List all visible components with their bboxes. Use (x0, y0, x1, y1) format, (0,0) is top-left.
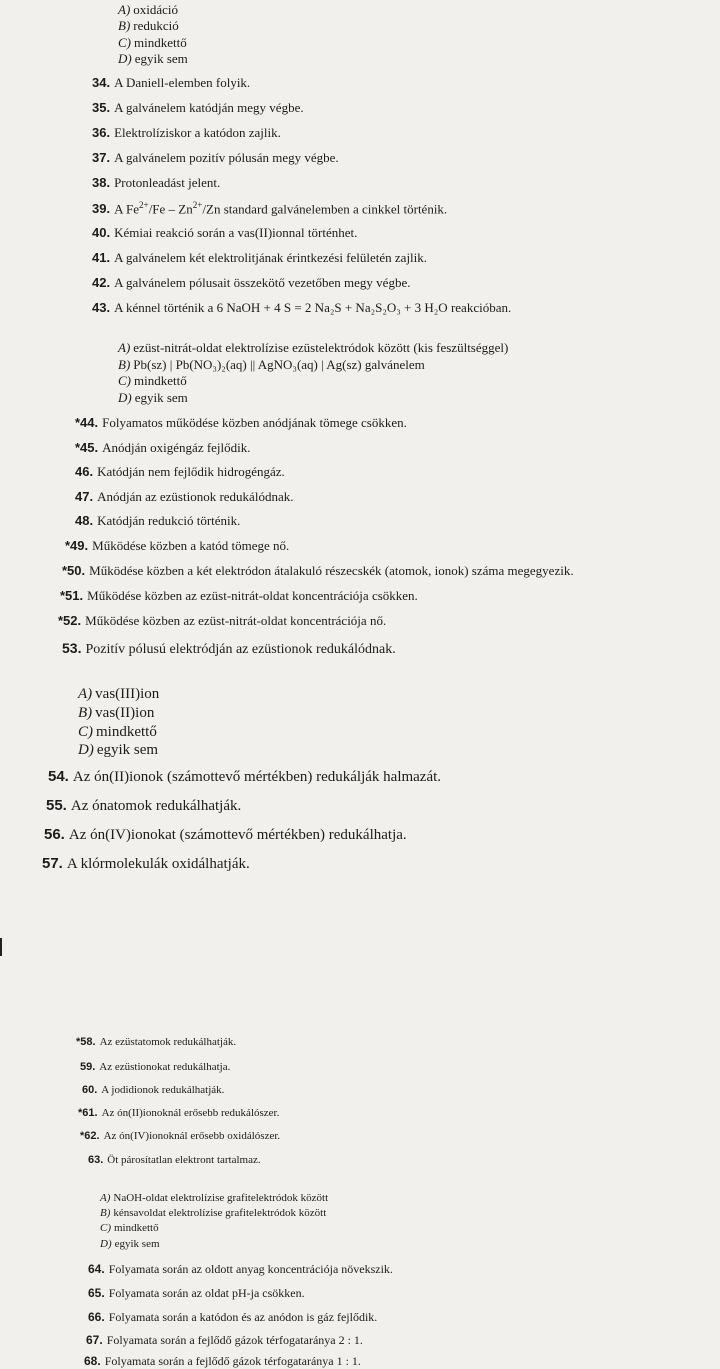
option3-d: D) egyik sem (78, 742, 159, 758)
question-34: 34. A Daniell-elemben folyik. (92, 75, 251, 90)
question-42: 42. A galvánelem pólusait összekötő vezetőben megy végbe. (92, 275, 411, 290)
question-38: 38. Protonleadást jelent. (92, 175, 221, 190)
question-63: 63. Öt párosítatlan elektront tartalmaz. (88, 1154, 261, 1166)
question-53: 53. Pozitív pólusú elektródján az ezüstionok redukálódnak. (62, 640, 396, 657)
question-54: 54. Az ón(II)ionok (számottevő mértékben) redukálják halmazát. (48, 768, 442, 785)
option2-a: A) ezüst-nitrát-oldat elektrolízise ezüstelektródok között (kis feszültséggel) (118, 340, 509, 355)
question-68: 68. Folyamata során a fejlődő gázok térfogataránya 1 : 1. (84, 1354, 361, 1368)
option-c: C) mindkettő (118, 35, 187, 50)
question-45: *45. Anódján oxigéngáz fejlődik. (75, 440, 251, 455)
option3-c: C) mindkettő (78, 724, 157, 740)
option2-d: D) egyik sem (118, 390, 188, 405)
question-64: 64. Folyamata során az oldott anyag koncentrációja növekszik. (88, 1262, 393, 1276)
option-b: B) redukció (118, 18, 179, 33)
question-35: 35. A galvánelem katódján megy végbe. (92, 100, 304, 115)
question-43: 43. A kénnel történik a 6 NaOH + 4 S = 2 Na₂S + Na₂S₂O₃ + 3 H₂O reakcióban. (92, 300, 512, 315)
question-41: 41. A galvánelem két elektrolitjának érintkezési felületén zajlik. (92, 250, 428, 265)
option2-c: C) mindkettő (118, 373, 187, 388)
option4-d: D) egyik sem (100, 1238, 160, 1250)
option3-b: B) vas(II)ion (78, 705, 155, 721)
question-60: 60. A jodidionok redukálhatják. (82, 1084, 225, 1096)
question-46: 46. Katódján nem fejlődik hidrogéngáz. (75, 464, 285, 479)
question-58: *58. Az ezüstatomok redukálhatják. (76, 1036, 237, 1048)
question-50: *50. Működése közben a két elektródon átalakuló részecskék (atomok, ionok) száma megegyezik. (62, 563, 574, 578)
option4-c: C) mindkettő (100, 1222, 159, 1234)
option2-b: B) Pb(sz) | Pb(NO₃)₂(aq) || AgNO₃(aq) | Ag(sz) galvánelem (118, 357, 425, 372)
question-67: 67. Folyamata során a fejlődő gázok térfogataránya 2 : 1. (86, 1333, 363, 1347)
question-65: 65. Folyamata során az oldat pH-ja csökken. (88, 1286, 305, 1300)
page-edge-mark (0, 938, 2, 956)
question-39: 39. A $Fe^{2+}/Fe - Zn^{2+}/Zn$ standard galvánelemben a cinkkel történik. (92, 200, 448, 217)
question-55: 55. Az ónatomok redukálhatják. (46, 797, 242, 814)
question-36: 36. Elektrolíziskor a katódon zajlik. (92, 125, 281, 140)
question-66: 66. Folyamata során a katódon és az anódon is gáz fejlődik. (88, 1310, 378, 1324)
question-48: 48. Katódján redukció történik. (75, 513, 241, 528)
option4-a: A) NaOH-oldat elektrolízise grafitelektródok között (100, 1192, 329, 1204)
question-51: *51. Működése közben az ezüst-nitrát-oldat koncentrációja csökken. (60, 588, 418, 603)
option3-a: A) vas(III)ion (78, 686, 160, 702)
option-a: A) oxidáció (118, 2, 179, 17)
question-47: 47. Anódján az ezüstionok redukálódnak. (75, 489, 294, 504)
question-56: 56. Az ón(IV)ionokat (számottevő mértékben) redukálhatja. (44, 826, 407, 843)
question-59: 59. Az ezüstionokat redukálhatja. (80, 1061, 231, 1073)
question-61: *61. Az ón(II)ionoknál erősebb redukálószer. (78, 1107, 280, 1119)
question-40: 40. Kémiai reakció során a vas(II)ionnal történhet. (92, 225, 358, 240)
option4-b: B) kénsavoldat elektrolízise grafitelektródok között (100, 1207, 327, 1219)
question-44: *44. Folyamatos működése közben anódjának tömege csökken. (75, 415, 407, 430)
question-37: 37. A galvánelem pozitív pólusán megy végbe. (92, 150, 339, 165)
question-52: *52. Működése közben az ezüst-nitrát-oldat koncentrációja nő. (58, 613, 387, 628)
option-d: D) egyik sem (118, 51, 188, 66)
question-49: *49. Működése közben a katód tömege nő. (65, 538, 290, 553)
question-62: *62. Az ón(IV)ionoknál erősebb oxidálószer. (80, 1130, 281, 1142)
question-57: 57. A klórmolekulák oxidálhatják. (42, 855, 250, 872)
